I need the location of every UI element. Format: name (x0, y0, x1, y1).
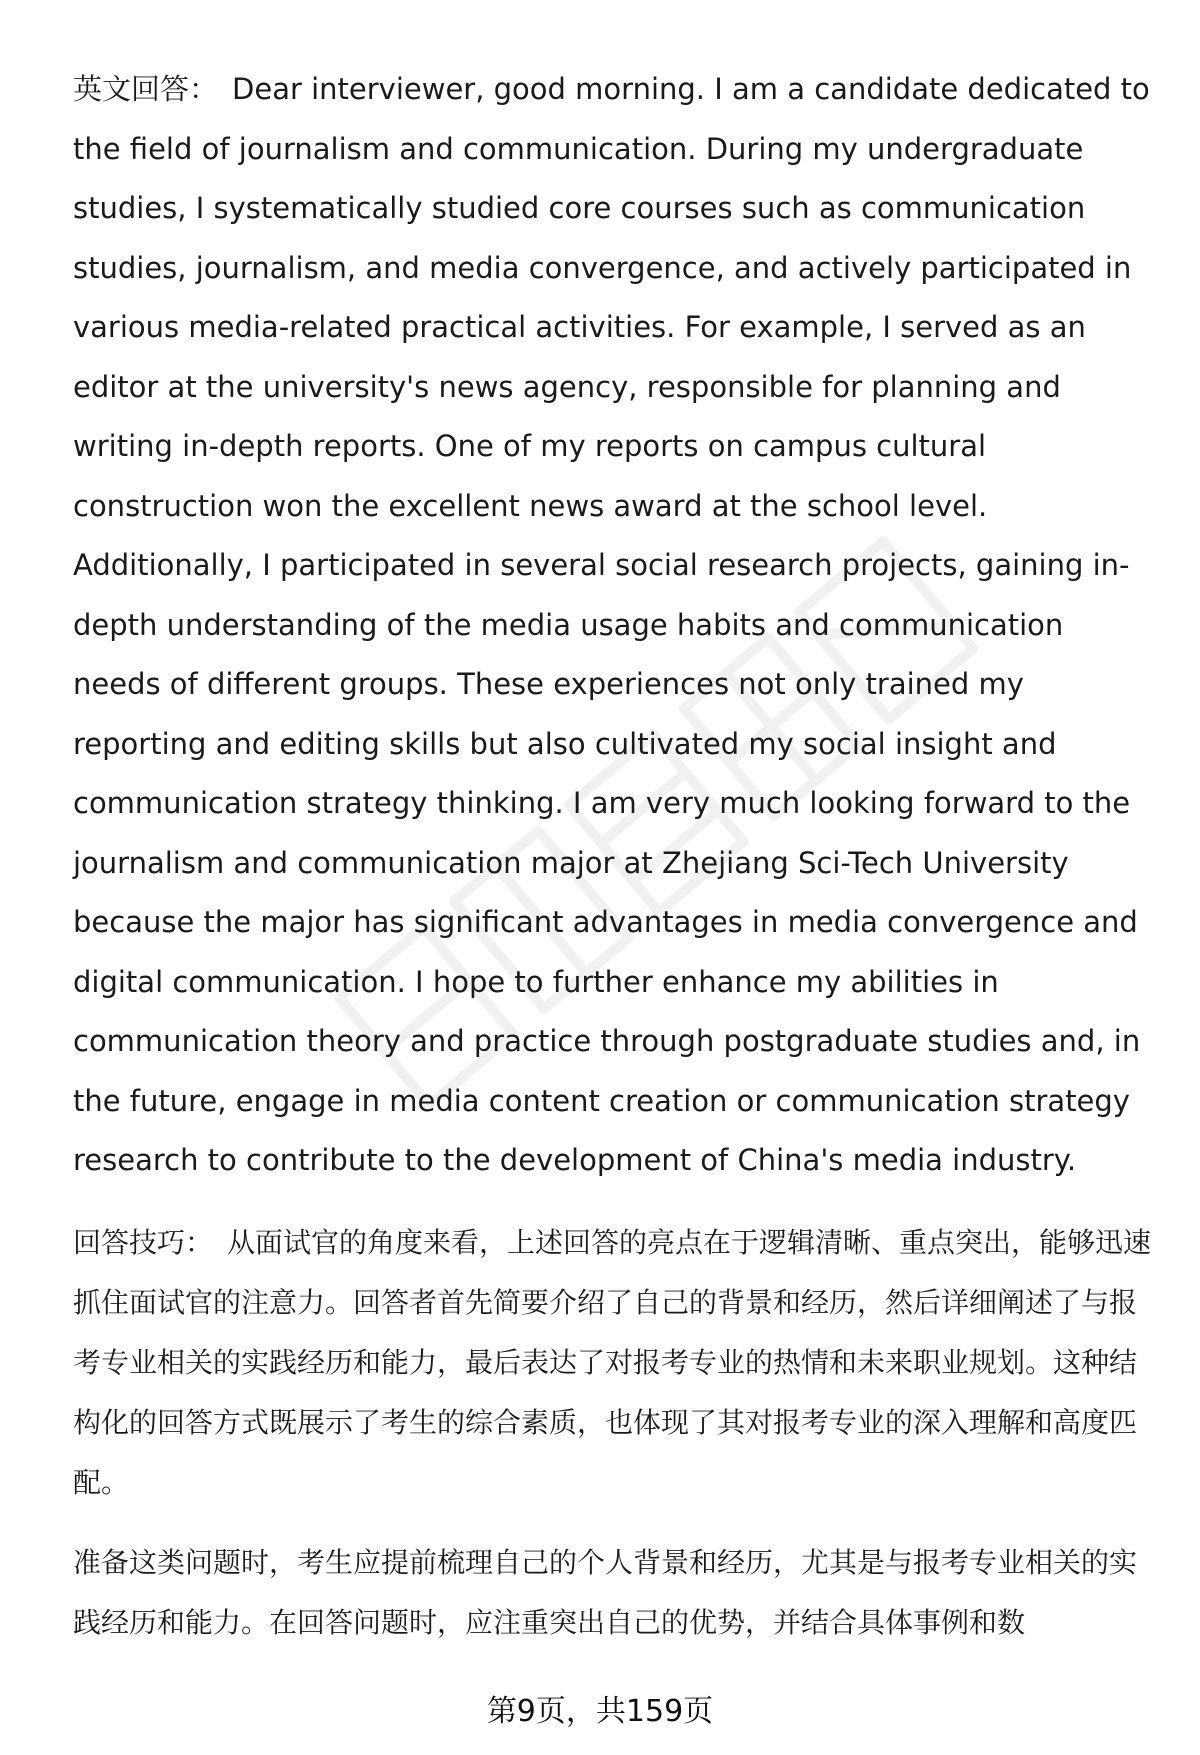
preparation-text: 准备这类问题时，考生应提前梳理自己的个人背景和经历，尤其是与报考专业相关的实践经历和能力。在回答问题时，应注重突出自己的优势，并结合具体事例和数 (73, 1545, 1138, 1639)
english-answer-label: 英文回答： (73, 72, 219, 106)
english-answer-text: Dear interviewer, good morning. I am a candidate dedicated to the field of journalism and communication. During my undergraduate studies, I systematically studied core courses such as communication studies, journalism, and media convergence, and actively participated in various media-related practical activities. For example, I served as an editor at the university's news agency, responsible for planning and writing in-depth reports. One of my reports on campus cultural construction won the excellent news award at the school level. Additionally, I participated in several social research projects, gaining in-depth understanding of the media usage habits and communication needs of different groups. These experiences not only trained my reporting and editing skills but also cultivated my social insight and communication strategy thinking. I am very much looking forward to the journalism and communication major at Zhejiang Sci-Tech University because the major has significant advantages in media convergence and digital communication. I hope to further enhance my abilities in communication theory and practice through postgraduate studies and, in the future, engage in media content creation or communication strategy research to contribute to the development of China's media industry. (73, 72, 1150, 1177)
preparation-paragraph (73, 1533, 1153, 1653)
page-indicator: 第9页，共159页 (486, 1694, 714, 1729)
answer-tips-label: 回答技巧： (73, 1225, 214, 1259)
answer-tips-text: 从面试官的角度来看，上述回答的亮点在于逻辑清晰、重点突出，能够迅速抓住面试官的注意力。回答者首先简要介绍了自己的背景和经历，然后详细阐述了与报考专业相关的实践经历和能力，最后表达了对报考专业的热情和未来职业规划。这种结构化的回答方式既展示了考生的综合素质，也体现了其对报考专业的深入理解和高度匹配。 (73, 1225, 1152, 1499)
english-answer-paragraph (73, 60, 1153, 1191)
main-content (73, 60, 1153, 1653)
answer-tips-paragraph (73, 1213, 1153, 1513)
